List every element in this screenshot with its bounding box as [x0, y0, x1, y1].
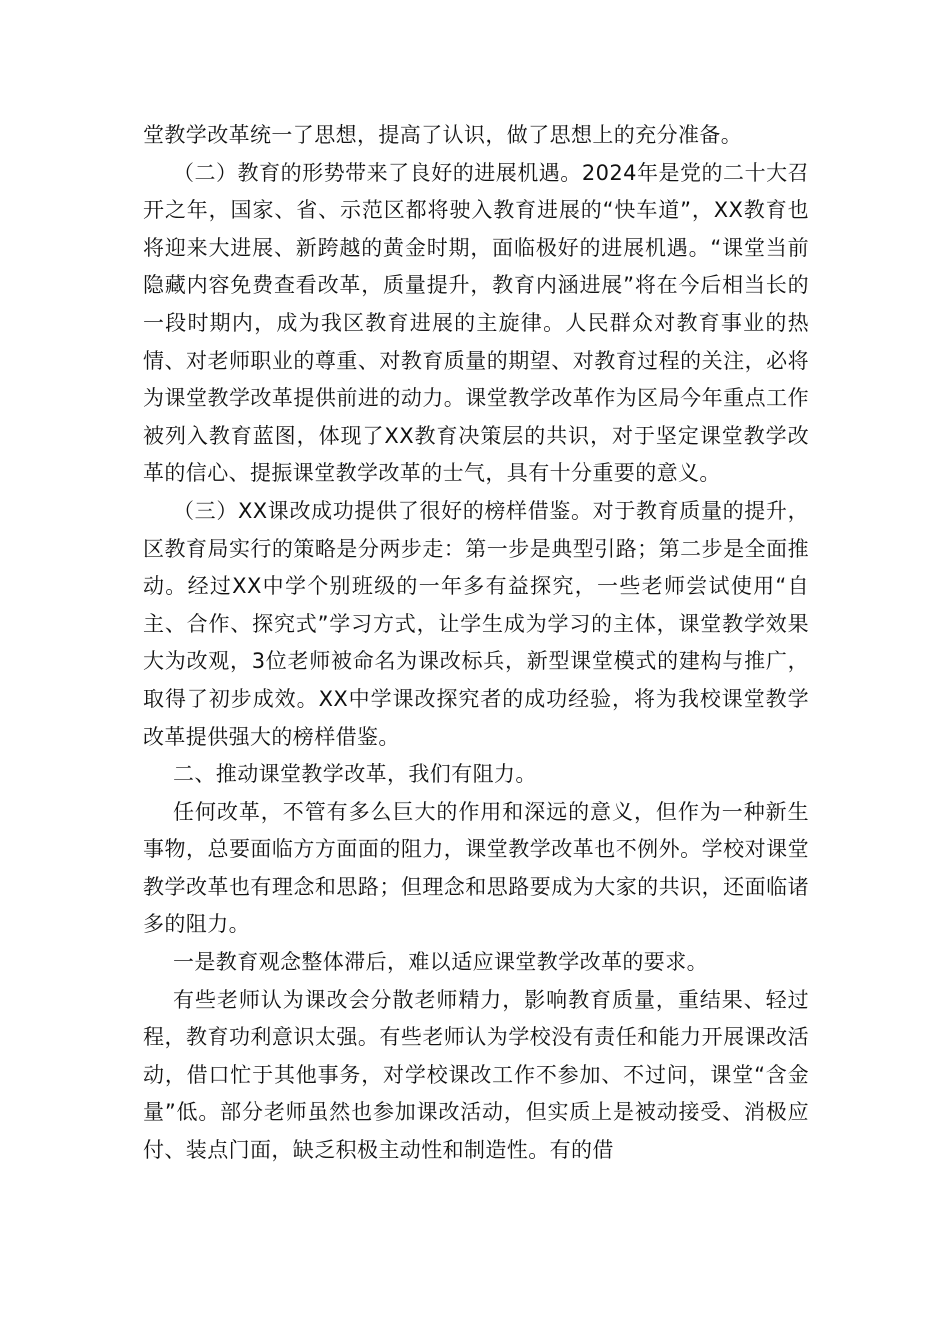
paragraph-resistance: 任何改革，不管有多么巨大的作用和深远的意义，但作为一种新生事物，总要面临方方面面的阻力，课堂教学改革也不例外。学校对课堂教学改革也有理念和思路；但理念和思路要成为大家的共识，还面临诸多的阻力。	[143, 799, 809, 937]
paragraph-teacher-views: 有些老师认为课改会分散老师精力，影响教育质量，重结果、轻过程，教育功利意识太强。有些老师认为学校没有责任和能力开展课改活动，借口忙于其他事务，对学校课改工作不参加、不过问，课堂“含金量”低。部分老师虽然也参加课改活动，但实质上是被动接受、消极应付、装点门面，缺乏积极主动性和制造性。有的借	[143, 987, 809, 1163]
point-heading-concepts: 一是教育观念整体滞后，难以适应课堂教学改革的要求。	[173, 950, 708, 975]
paragraph-model-reference: （三）XX课改成功提供了很好的榜样借鉴。对于教育质量的提升，区教育局实行的策略是分两步走：第一步是典型引路；第二步是全面推动。经过XX中学个别班级的一年多有益探究，一些老师尝试使用“自主、合作、探究式”学习方式，让学生成为学习的主体，课堂教学效果大为改观，3位老师被命名为课改标兵，新型课堂模式的建构与推广，取得了初步成效。XX中学课改探究者的成功经验，将为我校课堂教学改革提供强大的榜样借鉴。	[143, 498, 809, 749]
paragraph-opportunity: （二）教育的形势带来了良好的进展机遇。2024年是党的二十大召开之年，国家、省、示范区都将驶入教育进展的“快车道”，XX教育也将迎来大进展、新跨越的黄金时期，面临极好的进展机遇。“课堂当前隐藏内容免费查看改革，质量提升，教育内涵进展”将在今后相当长的一段时期内，成为我区教育进展的主旋律。人民群众对教育事业的热情、对老师职业的尊重、对教育质量的期望、对教育过程的关注，必将为课堂教学改革提供前进的动力。课堂教学改革作为区局今年重点工作被列入教育蓝图，体现了XX教育决策层的共识，对于坚定课堂教学改革的信心、提振课堂教学改革的士气，具有十分重要的意义。	[143, 160, 809, 486]
section-heading-resistance: 二、推动课堂教学改革，我们有阻力。	[173, 762, 537, 787]
document-body	[143, 117, 809, 1170]
paragraph-continuation: 堂教学改革统一了思想，提高了认识，做了思想上的充分准备。	[143, 123, 743, 147]
